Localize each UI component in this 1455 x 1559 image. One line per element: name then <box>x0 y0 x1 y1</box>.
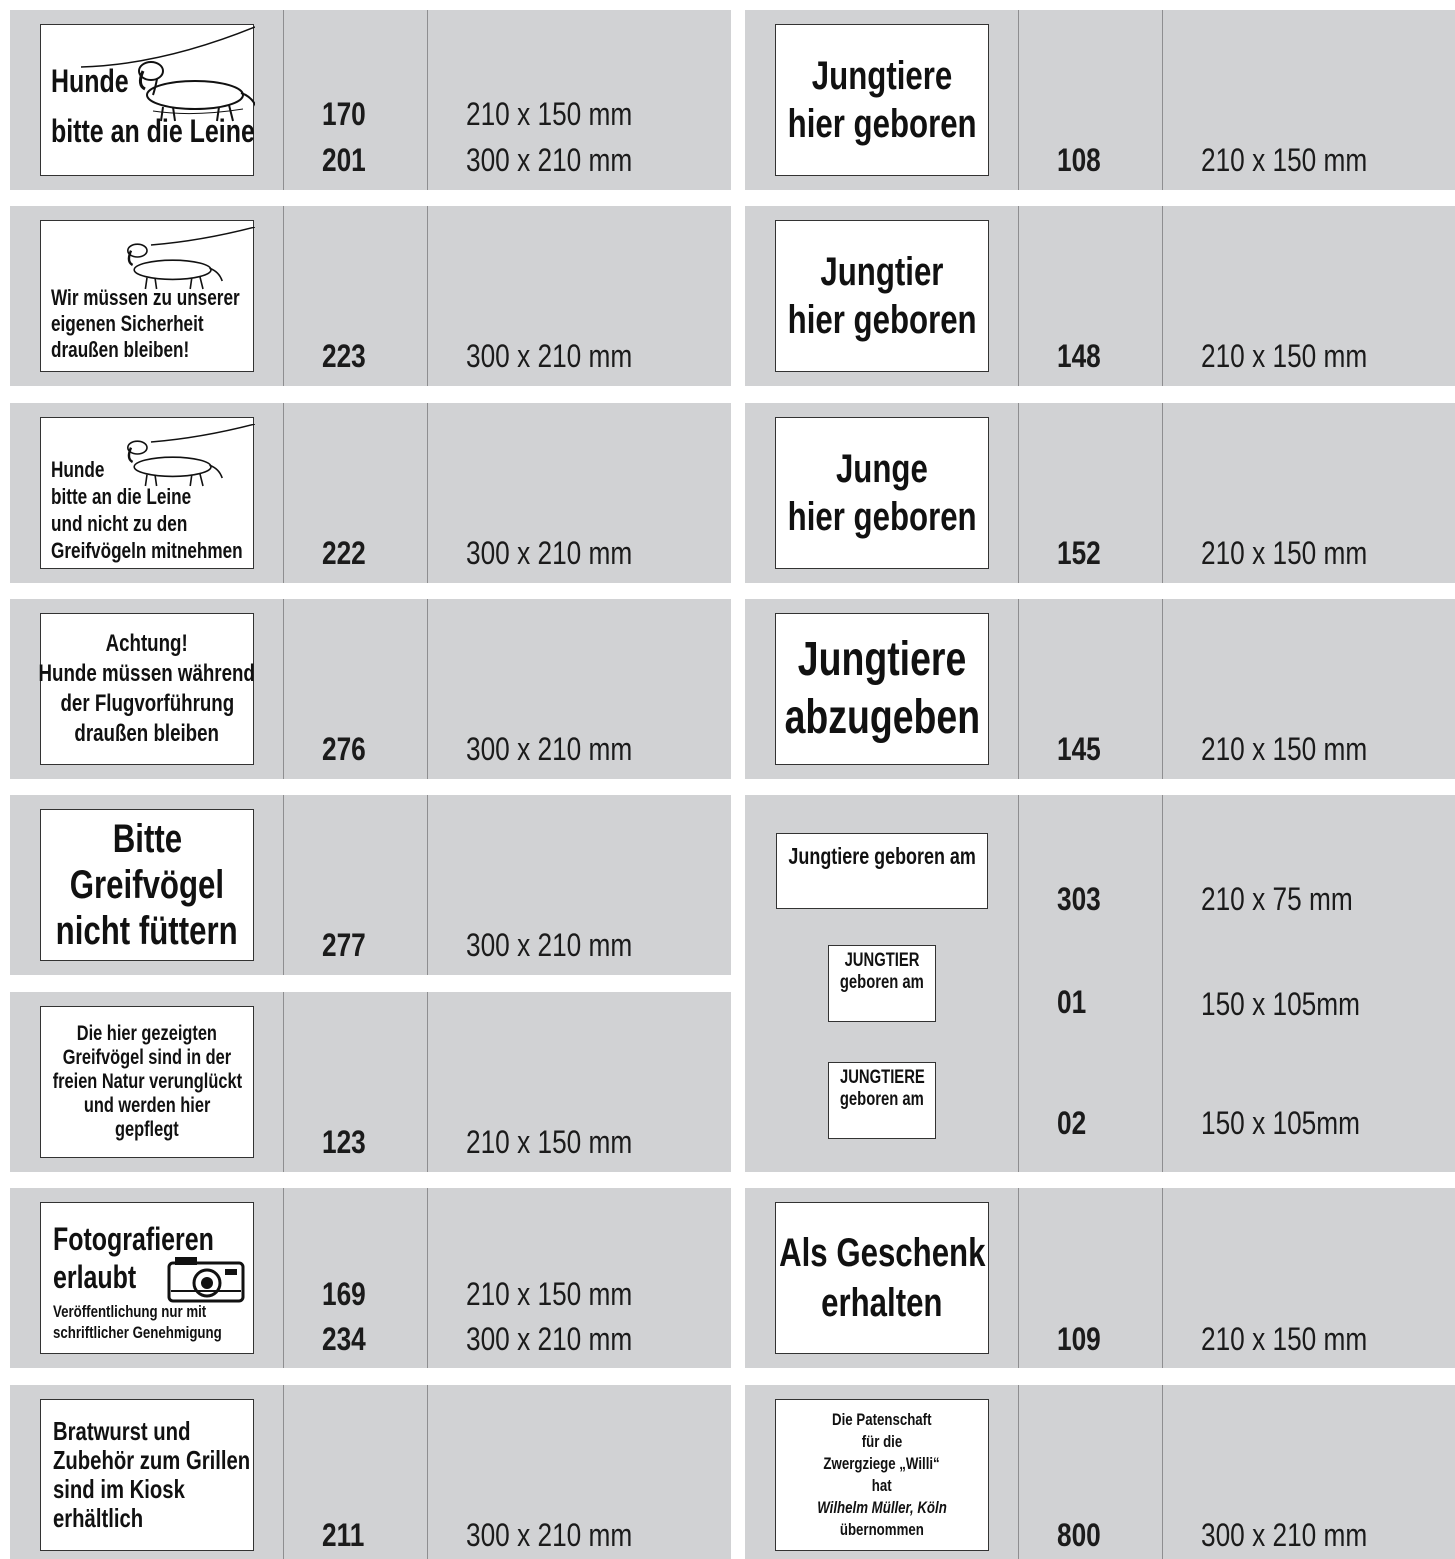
article-number: 234 <box>322 1321 366 1357</box>
sign-text-line: Jungtiere <box>811 54 953 98</box>
sign-size: 300 x 210 mm <box>466 927 633 963</box>
product-row-211 <box>10 1385 731 1559</box>
sign-preview <box>40 220 254 372</box>
column-divider <box>1018 599 1019 779</box>
sign-preview <box>775 417 989 569</box>
sign-size: 300 x 210 mm <box>1201 1517 1368 1553</box>
article-number: 277 <box>322 927 366 963</box>
sign-text-line: und werden hier <box>83 1094 211 1117</box>
product-row-303-01-02 <box>745 795 1455 1172</box>
sign-size: 210 x 75 mm <box>1201 881 1353 917</box>
product-row-223 <box>10 206 731 386</box>
sign-size: 210 x 150 mm <box>466 1124 633 1160</box>
sign-size: 300 x 210 mm <box>466 731 633 767</box>
sign-text-line: Zubehör zum Grillen <box>53 1445 251 1475</box>
sign-text-line: gepflegt <box>115 1118 179 1141</box>
sign-text-line: Greifvögel <box>69 863 225 907</box>
sign-text-line: schriftlicher Genehmigung <box>53 1323 222 1342</box>
sign-size: 210 x 150 mm <box>466 1276 633 1312</box>
sign-size: 210 x 150 mm <box>1201 338 1368 374</box>
sign-preview <box>828 1062 936 1139</box>
sign-text-line: JUNGTIER <box>844 950 920 971</box>
product-row-170 <box>10 10 731 190</box>
dog-on-leash-icon <box>41 25 255 177</box>
column-divider <box>283 10 284 190</box>
column-divider <box>427 10 428 190</box>
article-number: 108 <box>1057 142 1101 178</box>
sign-text-line: hier geboren <box>787 298 977 342</box>
column-divider <box>1162 403 1163 583</box>
column-divider <box>1018 10 1019 190</box>
sign-text-line: geboren am <box>840 1089 925 1110</box>
column-divider <box>1162 1188 1163 1368</box>
sign-text-line: geboren am <box>840 972 925 993</box>
sign-text-line: Greifvögeln mitnehmen <box>51 538 243 563</box>
sign-text-line: draußen bleiben <box>74 720 220 747</box>
sign-text-line: freien Natur verunglückt <box>52 1070 242 1093</box>
column-divider <box>1162 206 1163 386</box>
sign-size: 300 x 210 mm <box>466 338 633 374</box>
sign-size: 150 x 105mm <box>1201 1105 1360 1141</box>
sign-preview <box>40 613 254 765</box>
sign-preview <box>775 24 989 176</box>
sign-size: 150 x 105mm <box>1201 986 1360 1022</box>
sign-text-line: Hunde müssen während <box>38 660 256 687</box>
sign-text-line: JUNGTIERE <box>839 1067 925 1088</box>
column-divider <box>427 403 428 583</box>
sign-text-line: Wilhelm Müller, Köln <box>817 1498 947 1517</box>
sign-preview <box>40 1399 254 1551</box>
article-number: 303 <box>1057 881 1101 917</box>
article-number: 152 <box>1057 535 1101 571</box>
column-divider <box>1162 10 1163 190</box>
article-number: 223 <box>322 338 366 374</box>
sign-text-line: Als Geschenk <box>778 1231 986 1275</box>
article-number: 222 <box>322 535 366 571</box>
product-row-109 <box>745 1188 1455 1368</box>
sign-text-line: Jungtiere <box>797 633 967 686</box>
sign-text-line: sind im Kiosk <box>53 1474 185 1504</box>
sign-preview <box>776 833 988 909</box>
camera-icon <box>167 1255 245 1303</box>
article-number: 123 <box>322 1124 366 1160</box>
product-row-148 <box>745 206 1455 386</box>
sign-text-line: Jungtiere geboren am <box>788 843 976 869</box>
column-divider <box>1162 599 1163 779</box>
column-divider <box>283 599 284 779</box>
column-divider <box>1162 1385 1163 1559</box>
sign-text-line: Die hier gezeigten <box>76 1022 218 1045</box>
sign-text-line: erlaubt <box>53 1259 137 1295</box>
sign-preview <box>828 945 936 1022</box>
article-number: 01 <box>1057 984 1087 1020</box>
product-row-108 <box>745 10 1455 190</box>
column-divider <box>427 1188 428 1368</box>
sign-text-line: draußen bleiben! <box>51 337 190 362</box>
sign-text-line: Junge <box>836 447 928 491</box>
sign-text-line: Hunde <box>51 457 105 482</box>
sign-text-line: Fotografieren <box>53 1221 214 1257</box>
sign-text-line: Achtung! <box>105 630 189 657</box>
sign-size: 300 x 210 mm <box>466 1517 633 1553</box>
sign-preview <box>775 1202 989 1354</box>
column-divider <box>1018 795 1019 1172</box>
sign-preview <box>775 1399 989 1551</box>
product-row-222 <box>10 403 731 583</box>
product-row-145 <box>745 599 1455 779</box>
sign-text-line: erhalten <box>821 1281 943 1325</box>
product-row-800 <box>745 1385 1455 1559</box>
article-number: 201 <box>322 142 366 178</box>
sign-text-line: Jungtier <box>820 250 944 294</box>
sign-text-line: Wir müssen zu unserer <box>51 285 240 310</box>
column-divider <box>283 1385 284 1559</box>
sign-size: 210 x 150 mm <box>1201 535 1368 571</box>
article-number: 02 <box>1057 1105 1087 1141</box>
article-number: 109 <box>1057 1321 1101 1357</box>
column-divider <box>283 992 284 1172</box>
sign-size: 300 x 210 mm <box>466 1321 633 1357</box>
sign-text-line: für die <box>861 1432 903 1451</box>
sign-text-line: bitte an die Leine <box>51 113 255 149</box>
sign-text-line: übernommen <box>840 1520 924 1539</box>
sign-text-line: Zwergziege „Willi“ <box>823 1454 941 1473</box>
article-number: 276 <box>322 731 366 767</box>
product-row-276 <box>10 599 731 779</box>
column-divider <box>1018 1385 1019 1559</box>
column-divider <box>283 1188 284 1368</box>
sign-text-line: nicht füttern <box>56 909 238 953</box>
sign-size: 300 x 210 mm <box>466 535 633 571</box>
sign-size: 300 x 210 mm <box>466 142 633 178</box>
sign-text-line: und nicht zu den <box>51 511 188 536</box>
product-row-123 <box>10 992 731 1172</box>
sign-size: 210 x 150 mm <box>1201 142 1368 178</box>
column-divider <box>427 795 428 975</box>
sign-text-line: hier geboren <box>787 102 977 146</box>
sign-text-line: eigenen Sicherheit <box>51 311 204 336</box>
sign-preview <box>40 1006 254 1158</box>
article-number: 145 <box>1057 731 1101 767</box>
column-divider <box>1162 795 1163 1172</box>
sign-text-line: hat <box>872 1476 892 1495</box>
article-number: 800 <box>1057 1517 1101 1553</box>
sign-preview <box>40 24 254 176</box>
sign-text-line: Die Patenschaft <box>832 1410 932 1429</box>
sign-size: 210 x 150 mm <box>1201 1321 1368 1357</box>
column-divider <box>1018 206 1019 386</box>
column-divider <box>427 599 428 779</box>
article-number: 169 <box>322 1276 366 1312</box>
article-number: 148 <box>1057 338 1101 374</box>
sign-preview <box>40 1202 254 1354</box>
sign-size: 210 x 150 mm <box>1201 731 1368 767</box>
sign-preview <box>40 417 254 569</box>
product-row-277 <box>10 795 731 975</box>
sign-preview <box>40 809 254 961</box>
sign-text-line: bitte an die Leine <box>51 484 192 509</box>
column-divider <box>427 992 428 1172</box>
sign-text-line: erhältlich <box>53 1503 144 1533</box>
sign-text-line: abzugeben <box>784 691 980 744</box>
sign-text-line: Veröffentlichung nur mit <box>53 1302 207 1321</box>
column-divider <box>283 795 284 975</box>
sign-text-line: Hunde <box>51 63 129 99</box>
sign-text-line: hier geboren <box>787 495 977 539</box>
product-row-152 <box>745 403 1455 583</box>
sign-text-line: Bratwurst und <box>53 1416 191 1446</box>
article-number: 170 <box>322 96 366 132</box>
sign-preview <box>775 613 989 765</box>
sign-text-line: Greifvögel sind in der <box>62 1046 232 1069</box>
sign-text-line: der Flugvorführung <box>60 690 234 717</box>
column-divider <box>427 206 428 386</box>
sign-size: 210 x 150 mm <box>466 96 633 132</box>
article-number: 211 <box>322 1517 365 1553</box>
column-divider <box>1018 403 1019 583</box>
sign-preview <box>775 220 989 372</box>
column-divider <box>427 1385 428 1559</box>
sign-text-line: Bitte <box>112 817 182 861</box>
column-divider <box>1018 1188 1019 1368</box>
product-row-169 <box>10 1188 731 1368</box>
